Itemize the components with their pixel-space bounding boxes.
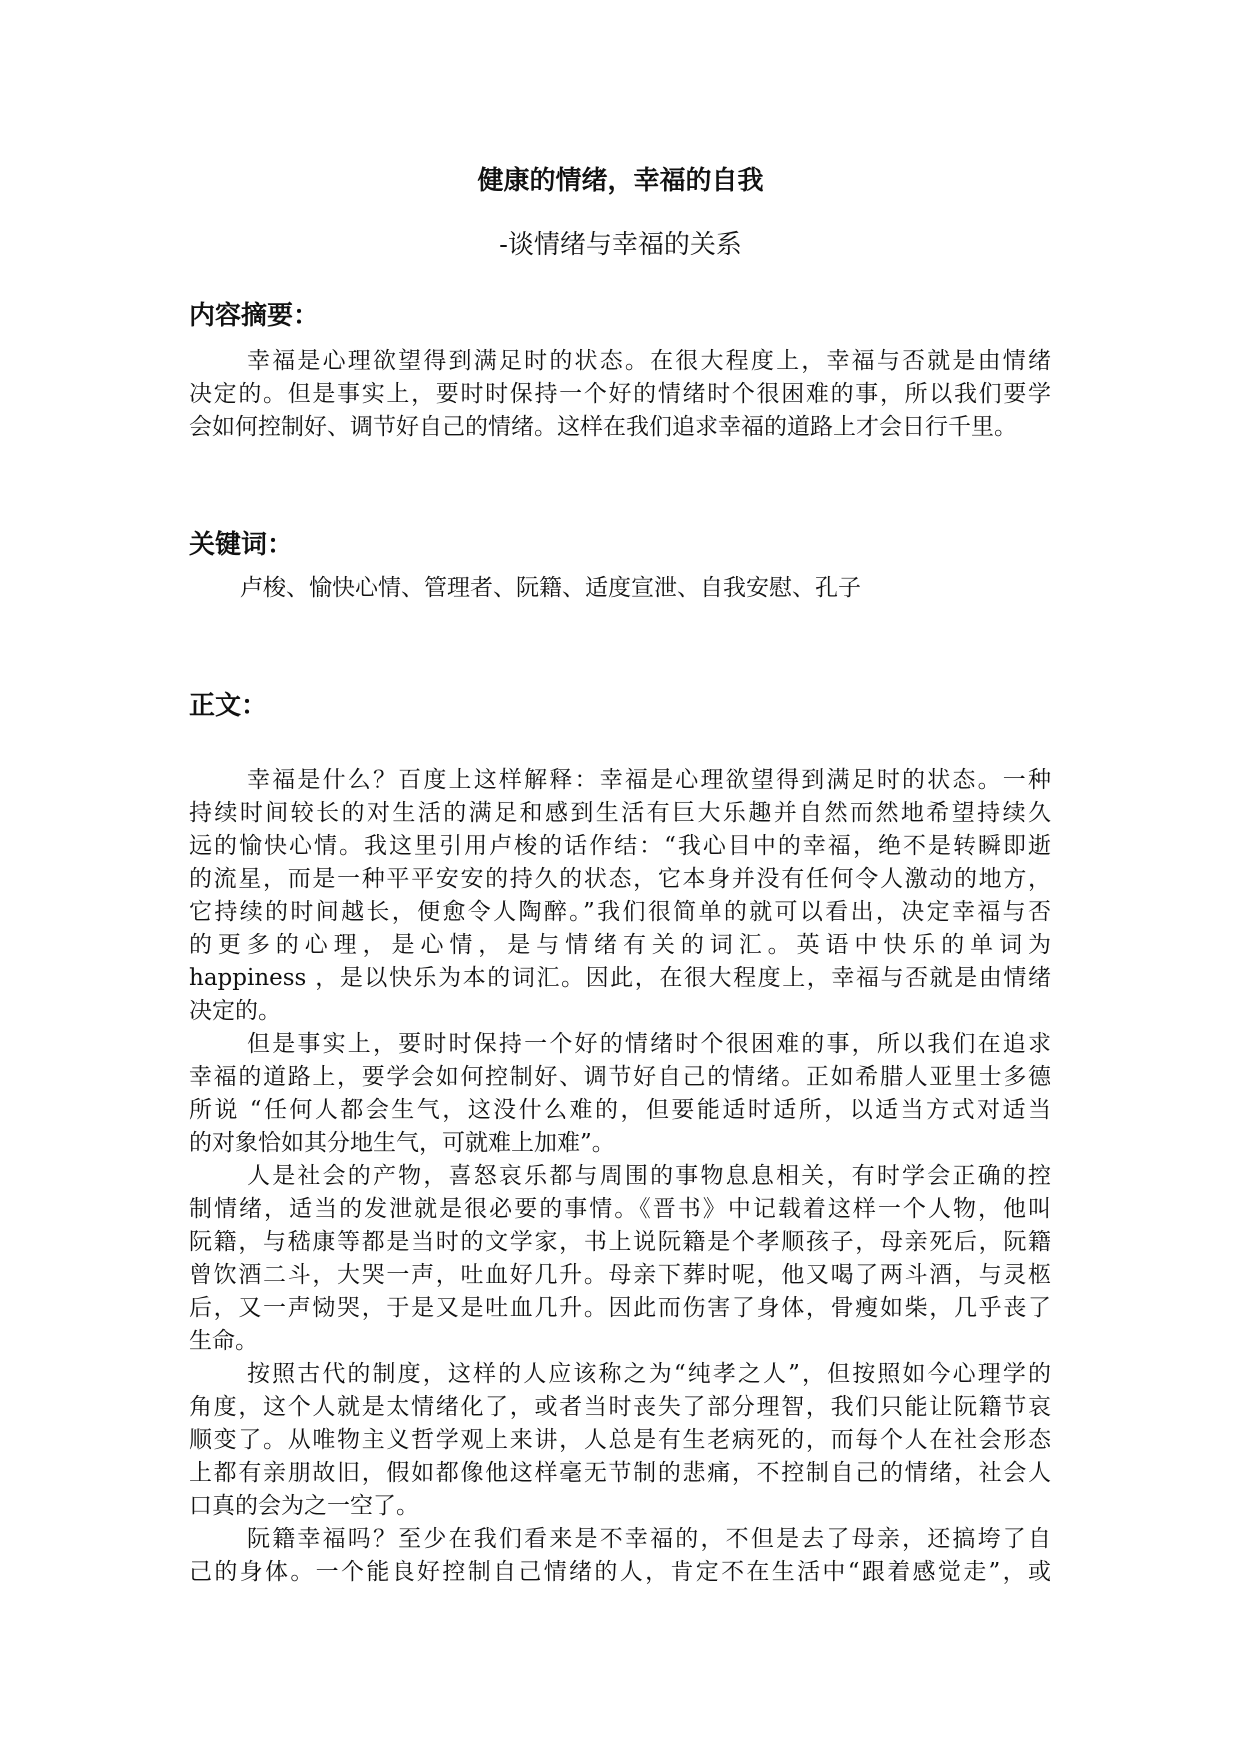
body-line: 后，又一声恸哭，于是又是吐血几升。因此而伤害了身体，骨瘦如柴，几乎丧了 — [189, 1295, 1051, 1321]
body-line: 阮籍幸福吗？至少在我们看来是不幸福的，不但是去了母亲，还搞垮了自 — [247, 1526, 1051, 1552]
body-text — [189, 764, 1051, 1589]
body-line: 远的愉快心情。我这里引用卢梭的话作结：“我心目中的幸福，绝不是转瞬即逝 — [189, 833, 1051, 859]
body-line: 的流星，而是一种平平安安的持久的状态，它本身并没有任何令人激动的地方， — [189, 866, 1051, 892]
body-line: 幸福是什么？百度上这样解释：幸福是心理欲望得到满足时的状态。一种 — [247, 767, 1051, 793]
keywords-heading: 关键词： — [189, 530, 294, 560]
body-line: 决定的。 — [189, 998, 281, 1024]
body-line: 幸福的道路上，要学会如何控制好、调节好自己的情绪。正如希腊人亚里士多德 — [189, 1064, 1051, 1090]
body-line: 的对象恰如其分地生气，可就难上加难”。 — [189, 1130, 615, 1156]
body-heading: 正文： — [189, 691, 268, 721]
body-line: 它持续的时间越长，便愈令人陶醉。”我们很简单的就可以看出，决定幸福与否 — [189, 899, 1051, 925]
abstract-line: 会如何控制好、调节好自己的情绪。这样在我们追求幸福的道路上才会日行千里。 — [189, 414, 1017, 440]
abstract-paragraph — [189, 345, 1051, 444]
body-line: happiness ，是以快乐为本的词汇。因此，在很大程度上，幸福与否就是由情绪 — [189, 965, 1051, 991]
abstract-line: 决定的。但是事实上，要时时保持一个好的情绪时个很困难的事，所以我们要学 — [189, 381, 1051, 407]
body-line: 所说 “任何人都会生气，这没什么难的，但要能适时适所，以适当方式对适当 — [189, 1097, 1051, 1123]
page-subtitle: -谈情绪与幸福的关系 — [499, 230, 742, 260]
body-line: 制情绪，适当的发泄就是很必要的事情。《晋书》中记载着这样一个人物，他叫 — [189, 1196, 1051, 1222]
body-line: 顺变了。从唯物主义哲学观上来讲，人总是有生老病死的，而每个人在社会形态 — [189, 1427, 1051, 1453]
keywords-list: 卢梭、愉快心情、管理者、阮籍、适度宣泄、自我安慰、孔子 — [240, 575, 861, 601]
body-line: 己的身体。一个能良好控制自己情绪的人，肯定不在生活中“跟着感觉走”，或 — [189, 1559, 1051, 1585]
body-line: 阮籍，与嵇康等都是当时的文学家，书上说阮籍是个孝顺孩子，母亲死后，阮籍 — [189, 1229, 1051, 1255]
abstract-heading: 内容摘要： — [189, 301, 320, 331]
body-line: 生命。 — [189, 1328, 258, 1354]
body-line: 口真的会为之一空了。 — [189, 1493, 419, 1519]
body-line: 曾饮酒二斗，大哭一声，吐血好几升。母亲下葬时呢，他又喝了两斗酒，与灵柩 — [189, 1262, 1051, 1288]
body-line: 但是事实上，要时时保持一个好的情绪时个很困难的事，所以我们在追求 — [247, 1031, 1051, 1057]
page-title: 健康的情绪，幸福的自我 — [477, 166, 764, 196]
body-line: 按照古代的制度，这样的人应该称之为“纯孝之人”，但按照如今心理学的 — [247, 1361, 1051, 1387]
body-line: 角度，这个人就是太情绪化了，或者当时丧失了部分理智，我们只能让阮籍节哀 — [189, 1394, 1051, 1420]
body-line: 人是社会的产物，喜怒哀乐都与周围的事物息息相关，有时学会正确的控 — [247, 1163, 1051, 1189]
abstract-line: 幸福是心理欲望得到满足时的状态。在很大程度上，幸福与否就是由情绪 — [247, 348, 1051, 374]
body-line: 的更多的心理，是心情，是与情绪有关的词汇。英语中快乐的单词为 — [189, 932, 1051, 958]
body-line: 上都有亲朋故旧，假如都像他这样毫无节制的悲痛，不控制自己的情绪，社会人 — [189, 1460, 1051, 1486]
body-line: 持续时间较长的对生活的满足和感到生活有巨大乐趣并自然而然地希望持续久 — [189, 800, 1051, 826]
